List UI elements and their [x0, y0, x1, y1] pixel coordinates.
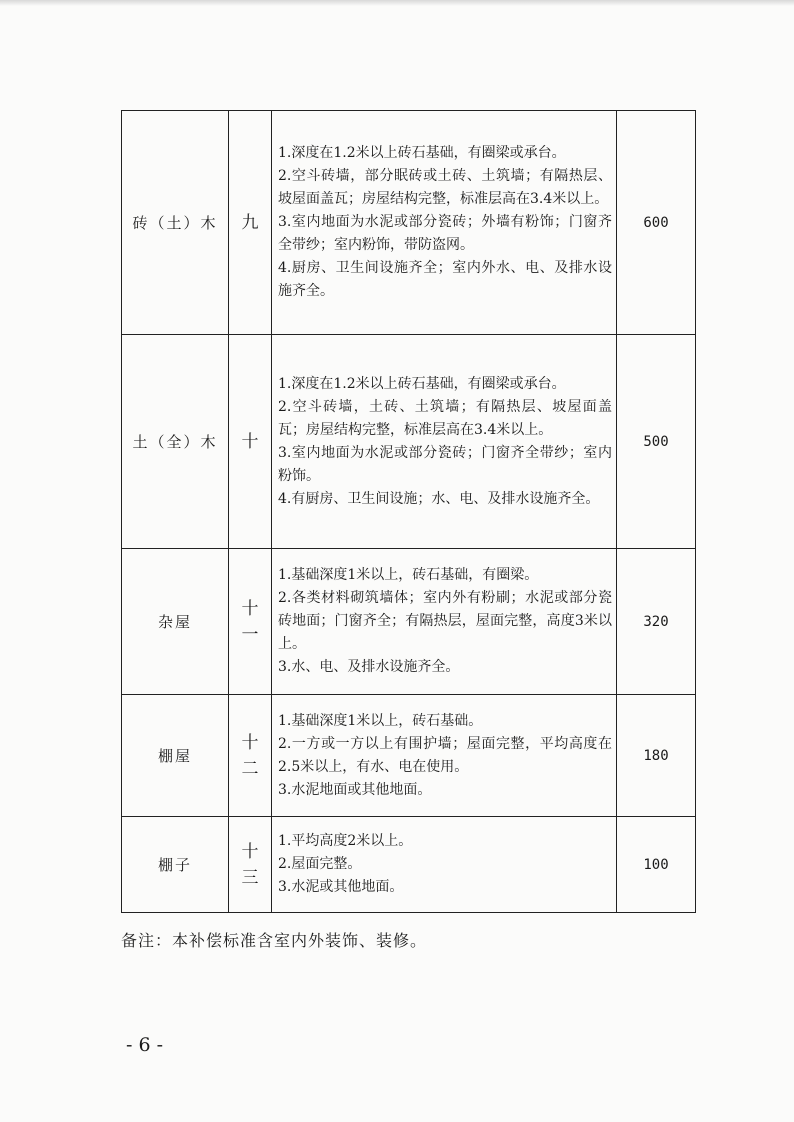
price-cell: 600: [617, 111, 696, 335]
grade-char: 十: [241, 732, 259, 753]
description-item: 3.水泥或其他地面。: [278, 879, 404, 895]
description-item: 2.一方或一方以上有围护墙；屋面完整，平均高度在2.5米以上，有水、电在使用。: [278, 735, 612, 775]
price-cell: 180: [617, 695, 696, 817]
description-cell: [272, 817, 617, 913]
category-cell: 棚屋: [122, 695, 229, 817]
description-item: 2.各类材料砌筑墙体；室内外有粉刷；水泥或部分瓷砖地面；门窗齐全；有隔热层，屋面完整，高度3米以上。: [278, 590, 612, 652]
description-item: 1.基础深度1米以上，砖石基础。: [278, 712, 483, 729]
description-cell: [272, 549, 617, 695]
description-cell: [272, 335, 617, 549]
description-item: 3.水泥地面或其他地面。: [278, 781, 432, 798]
description-item: 3.室内地面为水泥或部分瓷砖；门窗齐全带纱；室内粉饰。: [278, 444, 612, 484]
grade-cell: [229, 817, 272, 913]
description-cell: [272, 111, 617, 335]
grade-cell: [229, 695, 272, 817]
price-cell: 500: [617, 335, 696, 549]
description-item: 1.平均高度2米以上。: [278, 833, 413, 849]
table-row: [122, 335, 696, 549]
page-top-edge: [0, 0, 794, 6]
grade-char: 三: [241, 867, 259, 888]
description-item: 1.深度在1.2米以上砖石基础，有圈梁或承台。: [278, 375, 566, 392]
grade-char: 十: [241, 431, 259, 452]
grade-cell: [229, 335, 272, 549]
grade-char: 九: [241, 212, 259, 233]
footnote: 备注：本补偿标准含室内外装饰、装修。: [121, 931, 428, 950]
description-item: 4.有厨房、卫生间设施；水、电、及排水设施齐全。: [278, 490, 600, 507]
compensation-standard-table: [121, 110, 696, 913]
grade-char: 二: [241, 758, 259, 779]
category-cell: 土（全）木: [122, 335, 229, 549]
grade-cell: [229, 111, 272, 335]
grade-char: 一: [241, 624, 259, 645]
page-number: - 6 -: [126, 1034, 164, 1056]
category-cell: 砖（土）木: [122, 111, 229, 335]
description-item: 3.水、电、及排水设施齐全。: [278, 659, 460, 675]
grade-cell: [229, 549, 272, 695]
table-row: [122, 549, 696, 695]
description-item: 2.空斗砖墙，部分眠砖或土砖、土筑墙；有隔热层、坡屋面盖瓦；房屋结构完整，标准层高在3.4米以上。: [278, 168, 612, 207]
description-item: 4.厨房、卫生间设施齐全；室内外水、电、及排水设施齐全。: [278, 260, 612, 299]
description-item: 2.屋面完整。: [278, 856, 362, 872]
category-cell: 杂屋: [122, 549, 229, 695]
description-item: 3.室内地面为水泥或部分瓷砖；外墙有粉饰；门窗齐全带纱；室内粉饰，带防盗网。: [278, 214, 612, 253]
table-row: [122, 695, 696, 817]
description-item: 1.基础深度1米以上，砖石基础，有圈梁。: [278, 567, 539, 583]
description-cell: [272, 695, 617, 817]
grade-char: 十: [241, 841, 259, 862]
price-cell: 100: [617, 817, 696, 913]
grade-char: 十: [241, 598, 259, 619]
category-cell: 棚子: [122, 817, 229, 913]
table-row: [122, 111, 696, 335]
description-item: 2.空斗砖墙，土砖、土筑墙；有隔热层、坡屋面盖瓦；房屋结构完整，标准层高在3.4米以上。: [278, 398, 612, 438]
table-row: [122, 817, 696, 913]
description-item: 1.深度在1.2米以上砖石基础，有圈梁或承台。: [278, 145, 566, 161]
price-cell: 320: [617, 549, 696, 695]
